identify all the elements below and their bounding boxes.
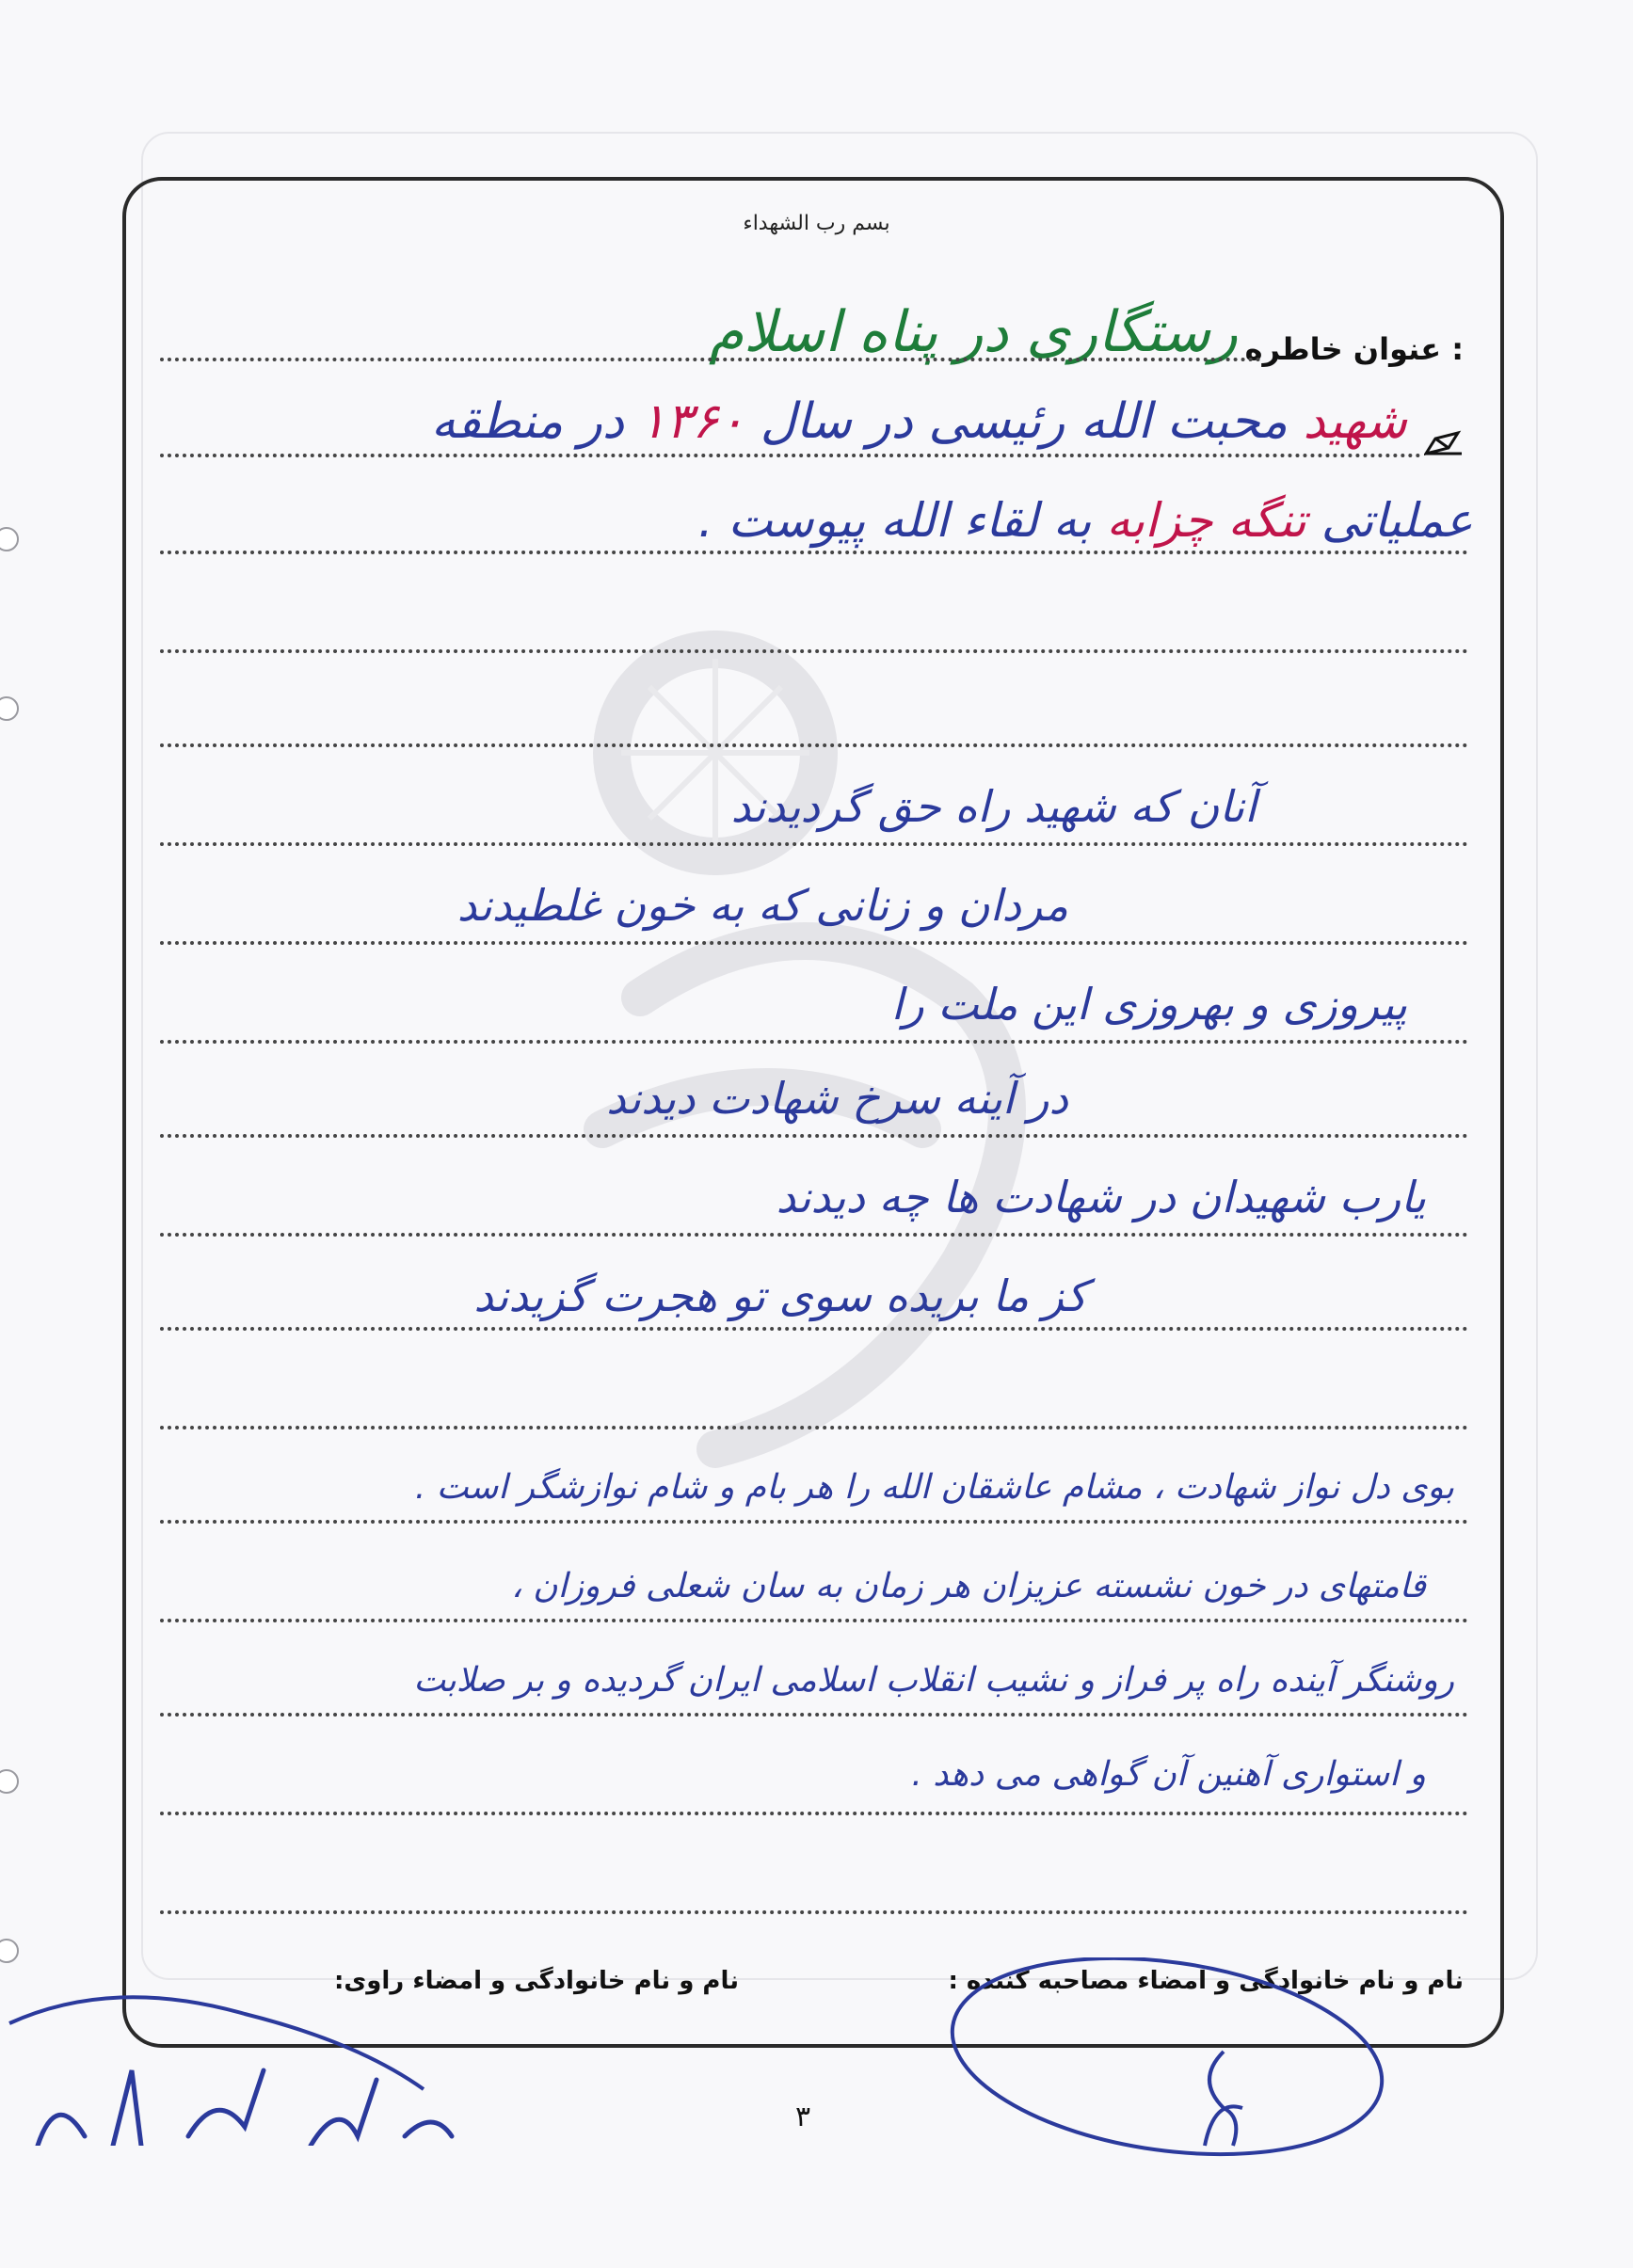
interviewer-label: نام و نام خانوادگی و امضاء مصاحبه کننده : [948, 1967, 1464, 1995]
poem-line-5: یارب شهیدان در شهادت ها چه دیدند [776, 1172, 1426, 1222]
interviewer-signature-text [1224, 2052, 1279, 2080]
writing-line [160, 551, 1468, 554]
poem-line-6: کز ما بریده سوی تو هجرت گزیدند [473, 1270, 1087, 1321]
memory-line-1 [431, 393, 1407, 450]
writing-line [160, 1327, 1468, 1331]
writing-line [160, 1910, 1468, 1914]
closing-line-4: و استواری آهنین آن گواهی می دهد . [911, 1755, 1426, 1794]
writing-line [160, 454, 1421, 457]
title-value: رستگاری در پناه اسلام [708, 299, 1238, 365]
writing-line [160, 1426, 1468, 1429]
memory-year-prefix: در سال [760, 393, 913, 450]
writing-line [160, 1812, 1468, 1815]
writing-line [160, 1040, 1468, 1044]
page-number: ۳ [795, 2100, 811, 2133]
memory-martyr-word: شهید [1303, 393, 1407, 450]
memory-martyr-name: محبت الله رئیسی [928, 393, 1288, 450]
title-label: عنوان خاطره : [1244, 331, 1464, 367]
memory-year: ۱۳۶۰ [639, 393, 745, 450]
poem-line-2: مردان و زنانی که به خون غلطیدند [456, 880, 1068, 931]
interviewer-signature-icon [941, 1957, 1468, 2174]
writing-line [160, 1233, 1468, 1237]
memory-ending: به لقاء الله پیوست . [697, 493, 1092, 548]
closing-line-3: روشنگر آینده راه پر فراز و نشیب انقلاب اسلامی ایران گردیده و بر صلابت [413, 1661, 1454, 1700]
writing-line [160, 743, 1468, 747]
narrator-signature-text [56, 2089, 174, 2117]
writing-line [160, 649, 1468, 653]
poem-line-4: در آینه سرخ شهادت دیدند [606, 1073, 1068, 1124]
writing-line [160, 1713, 1468, 1717]
writing-line [160, 1619, 1468, 1622]
pen-icon [1424, 429, 1464, 457]
title-dotted-line [160, 358, 1261, 361]
memory-operation-word: عملیاتی [1321, 493, 1473, 548]
narrator-signature-icon [0, 1957, 527, 2146]
narrator-label: نام و نام خانوادگی و امضاء راوی: [334, 1967, 739, 1995]
closing-line-1: بوی دل نواز شهادت ، مشام عاشقان الله را هر بام و شام نوازشگر است . [414, 1468, 1454, 1507]
memory-location: تنگه چزابه [1106, 493, 1306, 548]
poem-line-3: پیروزی و بهروزی این ملت را [890, 979, 1407, 1030]
basmala-header: بسم رب الشهداء [743, 212, 890, 235]
closing-line-2: قامتهای در خون نشسته عزیزان هر زمان به سان شعلی فروزان ، [511, 1567, 1426, 1605]
memory-line-2 [698, 493, 1473, 548]
poem-line-1: آنان که شهید راه حق گردیدند [730, 781, 1257, 832]
writing-line [160, 842, 1468, 846]
writing-line [160, 1520, 1468, 1524]
memory-region: در منطقه [430, 393, 624, 450]
writing-line [160, 941, 1468, 945]
writing-line [160, 1134, 1468, 1138]
